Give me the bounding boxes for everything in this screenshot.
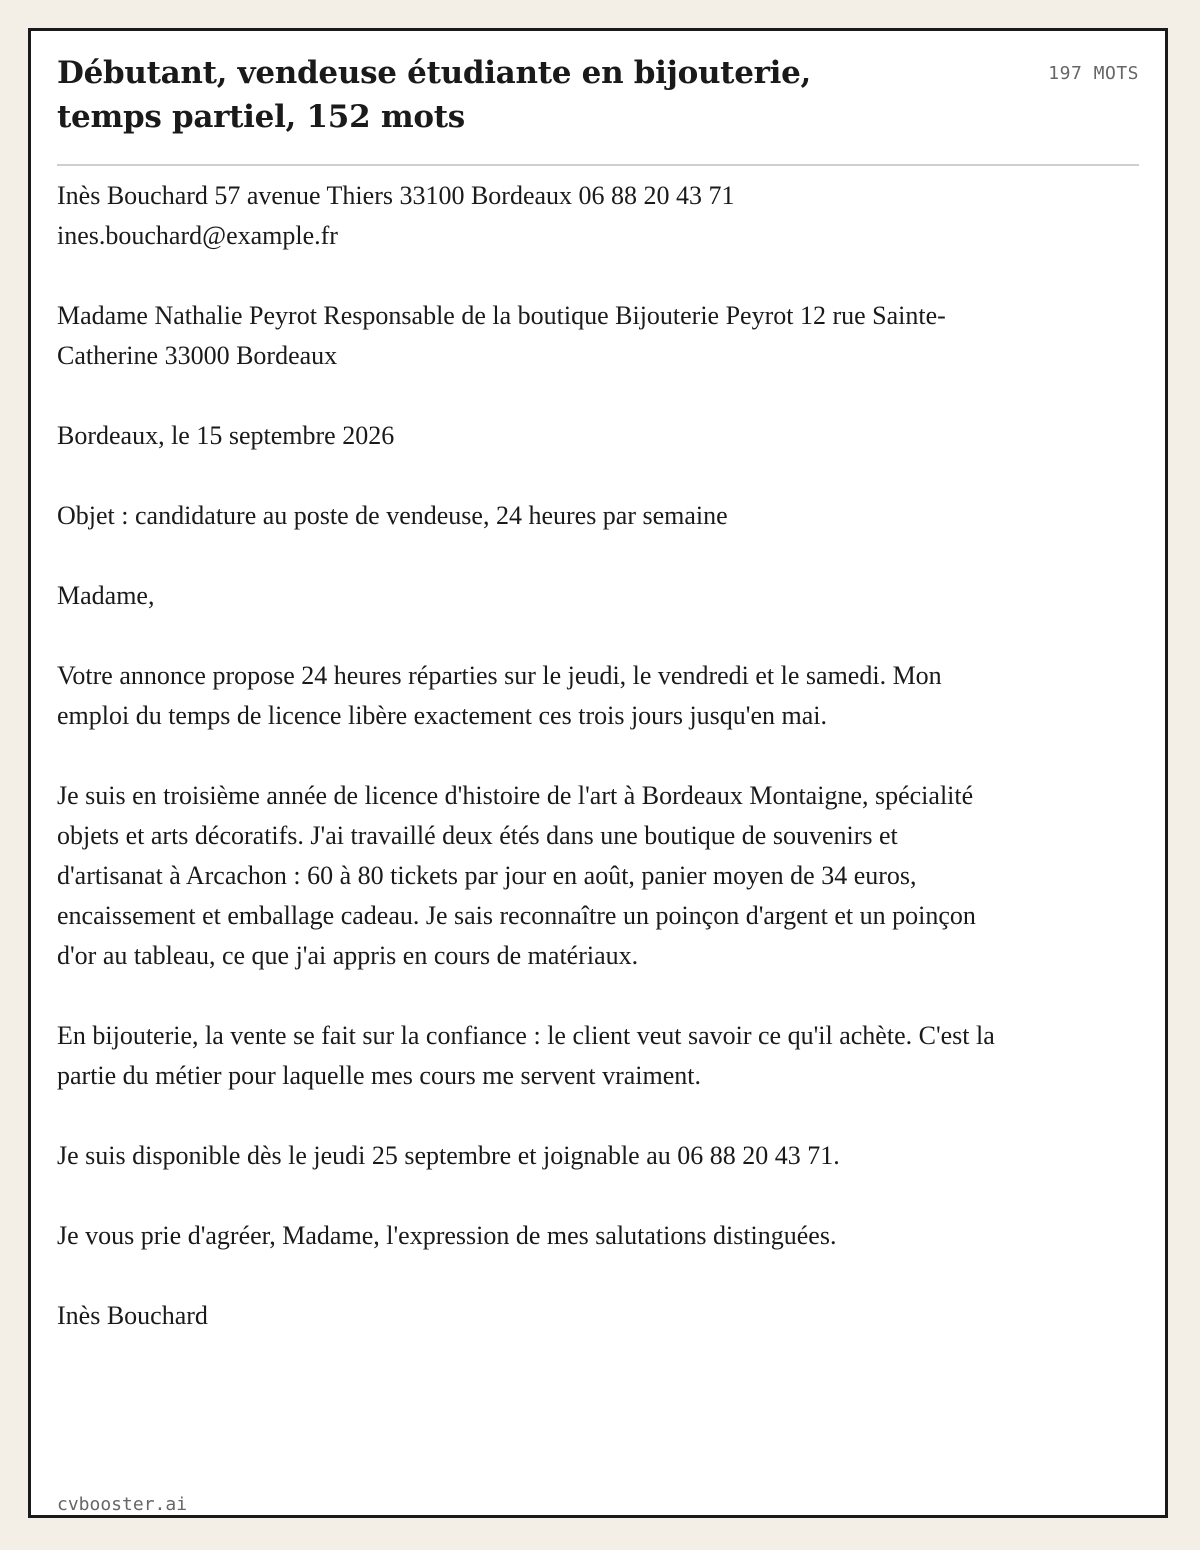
recipient-block: Madame Nathalie Peyrot Responsable de la boutique Bijouterie Peyrot 12 rue Sainte-Catherine 33000 Bordeaux — [57, 301, 946, 370]
letter-paragraph: En bijouterie, la vente se fait sur la confiance : le client veut savoir ce qu'il achète. C'est la partie du métier pour laquelle mes cours me servent vraiment. — [57, 1021, 995, 1090]
letter-closing: Je vous prie d'agréer, Madame, l'expression de mes salutations distinguées. — [57, 1221, 837, 1250]
letter-paragraph: Je suis disponible dès le jeudi 25 septembre et joignable au 06 88 20 43 71. — [57, 1141, 840, 1170]
letter-title: Débutant, vendeuse étudiante en bijouterie, temps partiel, 152 mots — [57, 55, 812, 135]
letter-body — [57, 176, 997, 1336]
letter-subject: Objet : candidature au poste de vendeuse, 24 heures par semaine — [57, 501, 728, 530]
sender-block: Inès Bouchard 57 avenue Thiers 33100 Bordeaux 06 88 20 43 71 ines.bouchard@example.fr — [57, 181, 735, 250]
letter-signature: Inès Bouchard — [57, 1301, 208, 1330]
footer-brand: cvbooster.ai — [57, 1494, 188, 1515]
letter-header — [57, 51, 1139, 166]
word-count-badge: 197 MOTS — [1048, 63, 1139, 84]
letter-card — [28, 28, 1168, 1518]
letter-date: Bordeaux, le 15 septembre 2026 — [57, 421, 395, 450]
letter-paragraph: Je suis en troisième année de licence d'histoire de l'art à Bordeaux Montaigne, spécialité objets et arts décoratifs. J'ai travaillé deux étés dans une boutique de souvenirs et d'artisanat à Arcachon : 60 à 80 tickets par jour en août, panier moyen de 34 euros, encaissement et emballage cadeau. Je sais reconnaître un poinçon d'argent et un poinçon d'or au tableau, ce que j'ai appris en cours de matériaux. — [57, 781, 976, 970]
letter-paragraph: Votre annonce propose 24 heures réparties sur le jeudi, le vendredi et le samedi. Mon emploi du temps de licence libère exactement ces trois jours jusqu'en mai. — [57, 661, 942, 730]
letter-salutation: Madame, — [57, 581, 155, 610]
